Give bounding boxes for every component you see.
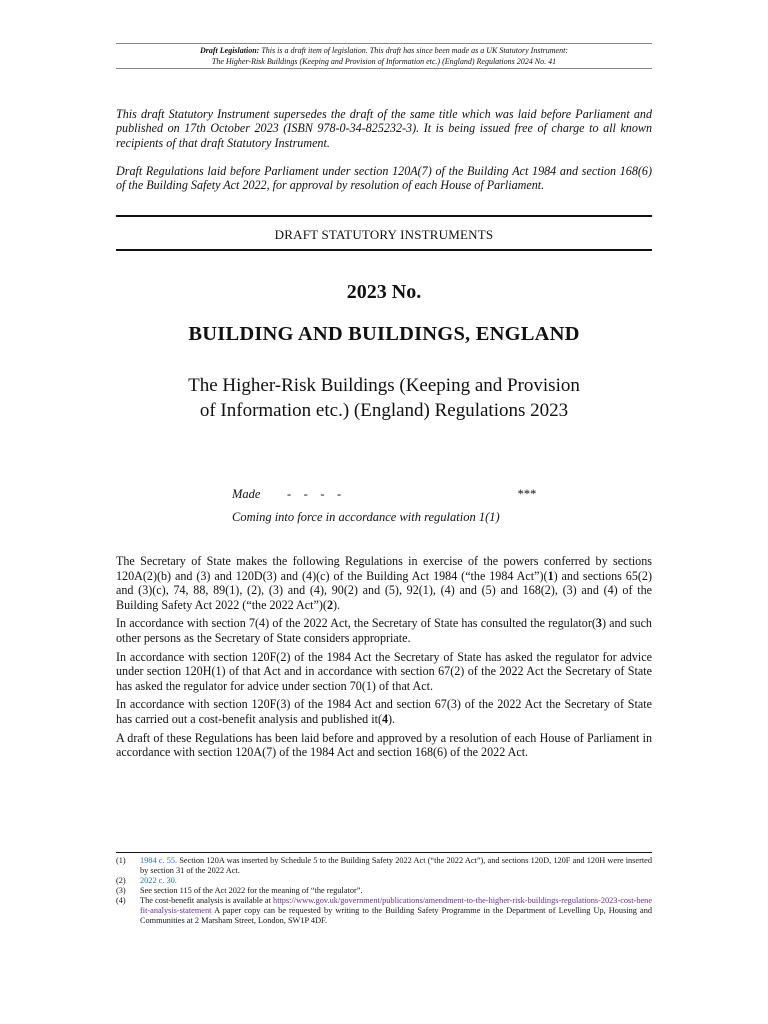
recital-text: ) and sections 65(2) and (3)(c), 74, 88, 89(1), (2), (3) and (4), 90(2) and (5), 92(1), (4) and (5) and 168(2), (3) and (4) of the Building Safety Act 2022 (“the 2022 Act”)( <box>116 568 652 612</box>
footnote-ref[interactable]: 3 <box>595 616 602 631</box>
footnote-ref[interactable]: 4 <box>381 711 389 726</box>
recital-text: ). <box>388 711 396 726</box>
recital-consultation <box>116 616 652 645</box>
footnote-text <box>140 896 652 926</box>
footnote-body: A paper copy can be requested by writing to the Building Safety Programme in the Department of Levelling Up, Housing and Communities at 2 Marsham Street, London, SW1P 4DF. <box>140 906 652 925</box>
footnote-text <box>140 856 652 876</box>
footnote-item <box>116 886 652 896</box>
footnote-divider <box>116 852 652 853</box>
top-rule <box>116 215 652 217</box>
instrument-kind: DRAFT STATUTORY INSTRUMENTS <box>274 227 494 242</box>
footnote-text: See section 115 of the Act 2022 for the meaning of “the regulator”. <box>140 886 363 895</box>
cost-benefit-url[interactable]: https://www.gov.uk/government/publications/amendment-to-the-higher-risk-buildings-regulations-2023-cost-benefit-analysis-statement <box>140 896 652 915</box>
recital-text: The Secretary of State makes the following Regulations in exercise of the powers conferred by sections 120A(2)(b) and (3) and 120D(3) and (4)(c) of the Building Act 1984 (“the 1984 Act”)( <box>116 554 652 583</box>
recital-text: ) and such other persons as the Secretary of State considers appropriate. <box>116 616 652 645</box>
footnote-number: (3) <box>116 886 126 895</box>
recital-text: In accordance with section 7(4) of the 2022 Act, the Secretary of State has consulted the regulator( <box>116 616 596 631</box>
recital-advice: In accordance with section 120F(2) of the 1984 Act the Secretary of State has asked the regulator for advice under section 120H(1) of that Act and in accordance with section 67(2) of the 2022 Act the Secretary of State has asked the regulator for advice under section 70(1) of that Act. <box>116 649 652 693</box>
year-number: 2023 No. <box>346 281 422 303</box>
subject-heading: BUILDING AND BUILDINGS, ENGLAND <box>188 323 580 345</box>
recital-powers <box>116 554 652 612</box>
made-date: *** <box>517 487 536 501</box>
footnote-ref[interactable]: 2 <box>326 597 333 612</box>
supersedes-note: This draft Statutory Instrument supersedes the draft of the same title which was laid before Parliament and published on 17th October 2023 (ISBN 978-0-34-825232-3). It is being issued free of charge to all known recipients of that draft Statutory Instrument. <box>116 107 652 150</box>
footnote-ref[interactable]: 1 <box>547 568 554 583</box>
coming-into-force: Coming into force in accordance with regulation 1(1) <box>232 510 500 524</box>
banner-label: Draft Legislation: <box>199 46 260 55</box>
banner-line-2: The Higher-Risk Buildings (Keeping and Provision of Information etc.) (England) Regulations 2024 No. 41 <box>211 57 557 66</box>
laid-before-note: Draft Regulations laid before Parliament under section 120A(7) of the Building Act 1984 and section 168(6) of the Building Safety Act 2022, for approval by resolution of each House of Parliament. <box>116 164 652 193</box>
legislation-link[interactable]: 2022 c. 30. <box>140 876 177 885</box>
title-line-2: of Information etc.) (England) Regulations 2023 <box>199 400 569 421</box>
footnote-text <box>140 876 652 886</box>
legislation-link[interactable]: 1984 c. 55. <box>140 856 178 865</box>
footnotes <box>116 856 652 926</box>
recital-text: ). <box>332 597 341 612</box>
banner-text: This is a draft item of legislation. This draft has since been made as a UK Statutory Instrument: <box>261 46 568 55</box>
title-line-1: The Higher-Risk Buildings (Keeping and Provision <box>188 375 580 396</box>
footnote-number: (1) <box>116 856 126 865</box>
draft-legislation-banner <box>116 43 652 69</box>
footnote-body: Section 120A was inserted by Schedule 5 to the Building Safety 2022 Act (“the 2022 Act”), and sections 120D, 120F and 120H were inserted by section 31 of the 2022 Act. <box>140 856 652 875</box>
bottom-rule <box>116 249 652 251</box>
banner-line-1 <box>116 45 652 56</box>
recital-text: In accordance with section 120F(3) of the 1984 Act and section 67(3) of the 2022 Act the Secretary of State has carried out a cost-benefit analysis and published it( <box>116 697 652 726</box>
footnote-item <box>116 876 652 886</box>
footnote-number: (4) <box>116 896 126 905</box>
made-dashes: - - - - <box>287 487 342 501</box>
recitals <box>116 554 652 764</box>
footnote-item <box>116 856 652 876</box>
footnote-number: (2) <box>116 876 126 885</box>
recital-cost-benefit <box>116 697 652 726</box>
footnote-body: The cost-benefit analysis is available at <box>140 896 274 905</box>
footnote-item <box>116 896 652 926</box>
made-label: Made <box>232 487 261 501</box>
instrument-title <box>116 373 652 423</box>
recital-approval: A draft of these Regulations has been laid before and approved by a resolution of each House of Parliament in accordance with section 120A(7) of the 1984 Act and section 168(6) of the 2022 Act. <box>116 730 652 760</box>
